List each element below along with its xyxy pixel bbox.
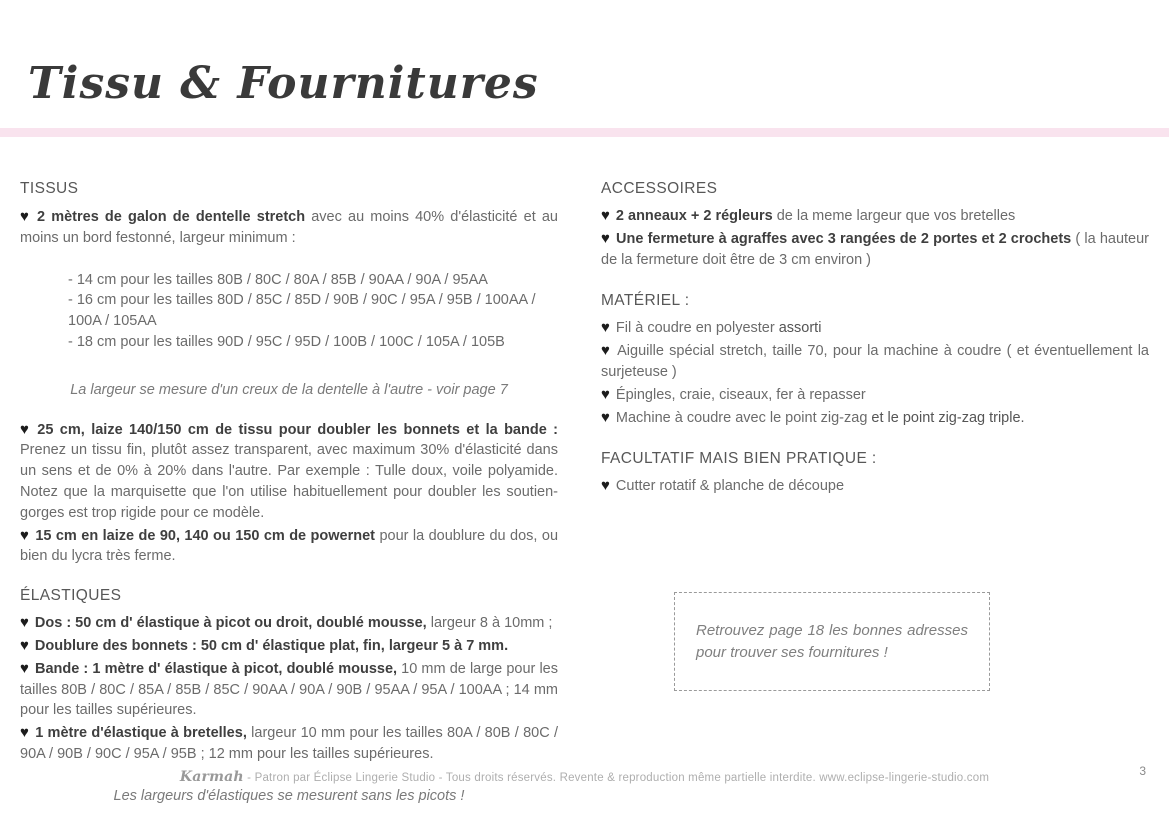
- accessory-rest-text: de la meme largeur que vos bretelles: [772, 208, 1016, 224]
- elastic-bold-text: Doublure des bonnets : 50 cm d' élastique plat, fin, largeur 5 à 7 mm.: [34, 637, 509, 654]
- heart-icon: ♥: [20, 420, 32, 438]
- lining-bold-text: 25 cm, laize 140/150 cm de tissu pour doubler les bonnets et la bande :: [37, 421, 558, 438]
- powernet-rest-text: pour la doublure du dos, ou bien du lycra très ferme.: [20, 527, 559, 565]
- elastic-rest-text: largeur 10 mm pour les tailles 80A / 80B / 80C / 90A / 90B / 90C / 95A / 95B ; 12 mm pour les tailles supérieures.: [20, 725, 559, 762]
- heart-icon: ♥: [20, 636, 29, 654]
- materiel-item-dark-text: assorti: [778, 320, 822, 337]
- size-line: - 14 cm pour les tailles 80B / 80C / 80A / 85B / 90AA / 90A / 95AA: [68, 271, 488, 288]
- section-tissus: [20, 179, 558, 567]
- heart-icon: ♥: [601, 319, 610, 337]
- heart-icon: ♥: [601, 342, 612, 360]
- materiel-item: [601, 408, 1149, 429]
- lace-rest-text: avec au moins 40% d'élasticité et au moins un bord festonné, largeur minimum :: [20, 209, 558, 246]
- heart-icon: ♥: [20, 659, 29, 677]
- materiel-item: [601, 341, 1149, 383]
- left-column: [20, 172, 558, 807]
- lace-bold-text: 2 mètres de galon de dentelle stretch: [37, 209, 306, 225]
- facultatif-item: [601, 476, 1149, 497]
- page-title: Tissu & Fournitures: [28, 58, 539, 109]
- lace-size-list: [68, 270, 558, 353]
- brand-name: Karmah: [179, 769, 244, 785]
- page-footer: [0, 769, 1169, 785]
- lace-paragraph: [20, 207, 558, 249]
- materiel-item: [601, 385, 1149, 406]
- footer-text: - Patron par Éclipse Lingerie Studio - Tous droits réservés. Revente & reproduction même partielle interdite. www.eclipse-lingerie-studio.com: [243, 772, 990, 784]
- facultatif-heading: FACULTATIF MAIS BIEN PRATIQUE :: [601, 450, 877, 468]
- lining-paragraph: [20, 420, 558, 524]
- heart-icon: ♥: [601, 207, 610, 224]
- facultatif-item-text: Cutter rotatif & planche de découpe: [615, 478, 845, 495]
- heart-icon: ♥: [20, 208, 32, 225]
- materiel-item-text: Machine à coudre avec le point zig-zag: [615, 409, 872, 426]
- accent-band: [0, 128, 1169, 137]
- accessory-rest-text: ( la hauteur de la fermeture doit être de 3 cm environ ): [601, 230, 1149, 268]
- elastic-item: [20, 659, 558, 721]
- heart-icon: ♥: [601, 477, 610, 495]
- powernet-bold-text: 15 cm en laize de 90, 140 ou 150 cm de powernet: [35, 527, 376, 544]
- size-line: - 16 cm pour les tailles 80D / 85C / 85D / 90B / 90C / 95A / 95B / 100AA / 100A / 105AA: [68, 292, 548, 330]
- elastic-item: [20, 723, 558, 765]
- heart-icon: ♥: [601, 229, 611, 247]
- right-column: [601, 172, 1149, 497]
- elastic-bold-text: Dos : 50 cm d' élastique à picot ou droit, doublé mousse,: [34, 615, 427, 632]
- suppliers-callout-box: [674, 592, 990, 691]
- materiel-item: [601, 318, 1149, 339]
- elastic-bold-text: 1 mètre d'élastique à bretelles,: [35, 725, 247, 742]
- heart-icon: ♥: [20, 526, 30, 544]
- accessory-bold-text: 2 anneaux + 2 régleurs: [615, 208, 773, 224]
- materiel-item-text: Aiguille spécial stretch, taille 70, pour la machine à coudre ( et éventuellement la surjeteuse ): [601, 343, 1149, 380]
- heart-icon: ♥: [601, 408, 610, 426]
- accessory-item: [601, 206, 1149, 227]
- materiel-item-text: Épingles, craie, ciseaux, fer à repasser: [615, 386, 866, 403]
- elastics-width-note: Les largeurs d'élastiques se mesurent sans les picots !: [113, 787, 465, 804]
- suppliers-callout-text: Retrouvez page 18 les bonnes adresses pour trouver ses fournitures !: [696, 622, 968, 661]
- elastic-rest-text: 10 mm de large pour les tailles 80B / 80C / 85A / 85B / 85C / 90AA / 90A / 90B / 95AA / 95A / 100AA ; 14 mm pour les tailles supérieures.: [20, 660, 558, 719]
- materiel-item-text: Fil à coudre en polyester: [615, 320, 779, 337]
- powernet-paragraph: [20, 526, 558, 568]
- page-number: 3: [1139, 764, 1146, 778]
- size-line: - 18 cm pour les tailles 90D / 95C / 95D / 100B / 100C / 105A / 105B: [68, 333, 505, 350]
- materiel-heading: MATÉRIEL :: [601, 292, 690, 310]
- heart-icon: ♥: [20, 614, 29, 632]
- section-accessoires: [601, 179, 1149, 270]
- elastic-bold-text: Bande : 1 mètre d' élastique à picot, doublé mousse,: [35, 660, 398, 677]
- tissus-heading: TISSUS: [20, 180, 79, 197]
- section-facultatif: [601, 449, 1149, 497]
- section-materiel: [601, 291, 1149, 428]
- lining-rest-text: Prenez un tissu fin, plutôt assez transparent, avec maximum 30% d'élasticité dans un sens et de 0% à 20% dans l'autre. Par exemple : Tulle doux, voile polyamide. Notez que la marquisette que l'on utilise habituellement pour doubler les soutien-gorges est trop rigide pour ce modèle.: [20, 442, 558, 521]
- accessory-item: [601, 229, 1149, 271]
- elastic-item: [20, 613, 558, 634]
- materiel-item-dark-text: et le point zig-zag triple.: [871, 409, 1025, 426]
- elastic-rest-text: largeur 8 à 10mm ;: [426, 615, 553, 632]
- accessory-bold-text: Une fermeture à agraffes avec 3 rangées de 2 portes et 2 crochets: [616, 230, 1072, 247]
- heart-icon: ♥: [20, 724, 30, 742]
- heart-icon: ♥: [601, 385, 610, 403]
- lace-width-note: La largeur se mesure d'un creux de la dentelle à l'autre - voir page 7: [70, 381, 508, 398]
- elastic-item: [20, 636, 558, 657]
- elastiques-heading: ÉLASTIQUES: [20, 587, 122, 605]
- accessoires-heading: ACCESSOIRES: [601, 180, 718, 197]
